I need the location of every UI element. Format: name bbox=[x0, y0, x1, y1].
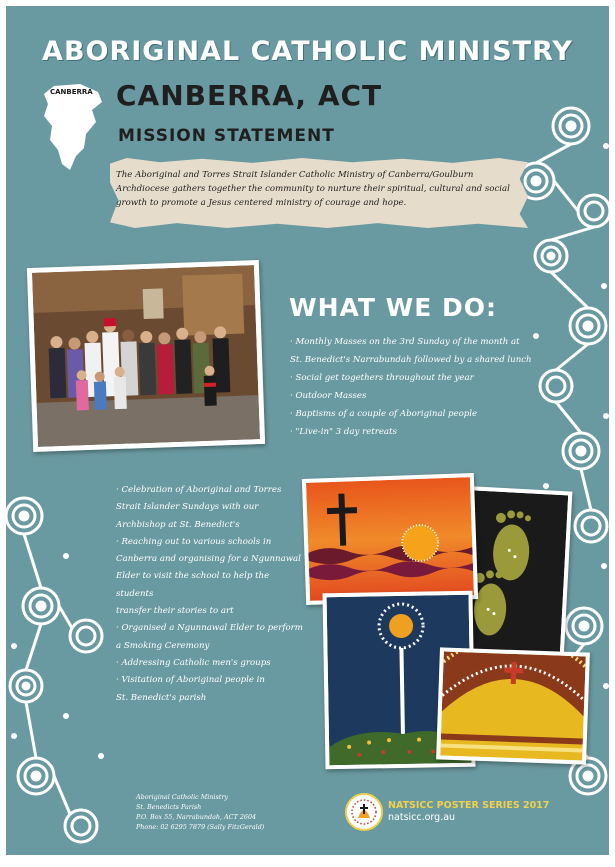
what-we-do-heading: WHAT WE DO: bbox=[289, 293, 498, 322]
address-line: Phone: 02 6295 7879 (Sally FitzGerald) bbox=[136, 823, 265, 831]
community-photo bbox=[27, 260, 265, 452]
map-label: CANBERRA bbox=[50, 88, 93, 96]
list-item: St. Benedict's parish bbox=[116, 692, 207, 703]
address-line: St. Benedicts Parish bbox=[136, 803, 202, 811]
list-item: Canberra and organising for a Ngunnawal bbox=[116, 554, 301, 565]
list-item: a Smoking Ceremony bbox=[116, 640, 210, 651]
list-item: · Addressing Catholic men's groups bbox=[116, 657, 271, 668]
circle-motif-left bbox=[6, 486, 116, 855]
address-line: Aboriginal Catholic Ministry bbox=[136, 793, 228, 801]
arc-cross-illustration bbox=[440, 652, 586, 761]
poster bbox=[6, 6, 609, 855]
page-title: ABORIGINAL CATHOLIC MINISTRY bbox=[42, 36, 573, 67]
artwork-sunset-cross bbox=[302, 473, 478, 605]
list-item: · Social get togethers throughout the year bbox=[290, 373, 474, 383]
community-photo-illustration bbox=[32, 265, 260, 447]
list-item: · Organised a Ngunnawal Elder to perform bbox=[116, 623, 303, 634]
what-we-do-list bbox=[290, 333, 560, 441]
artwork-arc-cross bbox=[436, 647, 590, 764]
footer-address bbox=[136, 792, 336, 832]
website-url: natsicc.org.au bbox=[388, 812, 456, 823]
list-item: St. Benedict's Narrabundah followed by a shared lunch bbox=[290, 355, 532, 365]
page-subtitle: CANBERRA, ACT bbox=[116, 79, 383, 112]
list-item: · Reaching out to various schools in bbox=[116, 536, 272, 547]
list-item: · Celebration of Aboriginal and Torres bbox=[116, 485, 282, 495]
list-item: · Monthly Masses on the 3rd Sunday of the month at bbox=[290, 337, 520, 347]
sunset-cross-illustration bbox=[306, 477, 474, 601]
list-item: Strait Islander Sundays with our bbox=[116, 502, 259, 513]
activities-list bbox=[116, 482, 306, 707]
address-line: P.O. Box 55, Narrabundah, ACT 2604 bbox=[136, 813, 257, 821]
list-item: · Visitation of Aboriginal people in bbox=[116, 675, 265, 686]
list-item: · Outdoor Masses bbox=[290, 391, 367, 401]
list-item: · Baptisms of a couple of Aboriginal people bbox=[290, 409, 478, 419]
list-item: · "Live-in" 3 day retreats bbox=[290, 427, 397, 437]
list-item: Elder to visit the school to help the students bbox=[116, 571, 270, 599]
mission-statement: The Aboriginal and Torres Strait Islander Catholic Ministry of Canberra/Goulburn Archdiocese gathers together the community to nurture their spiritual, cultural and social growth to promote a Jesus centered ministry of courage and hope. bbox=[116, 170, 510, 208]
mission-heading: MISSION STATEMENT bbox=[118, 126, 335, 146]
poster-series-label: NATSICC POSTER SERIES 2017 bbox=[388, 800, 550, 811]
list-item: Archbishop at St. Benedict's bbox=[116, 519, 240, 530]
natsicc-logo-icon bbox=[344, 792, 384, 832]
list-item: transfer their stories to art bbox=[116, 606, 234, 617]
